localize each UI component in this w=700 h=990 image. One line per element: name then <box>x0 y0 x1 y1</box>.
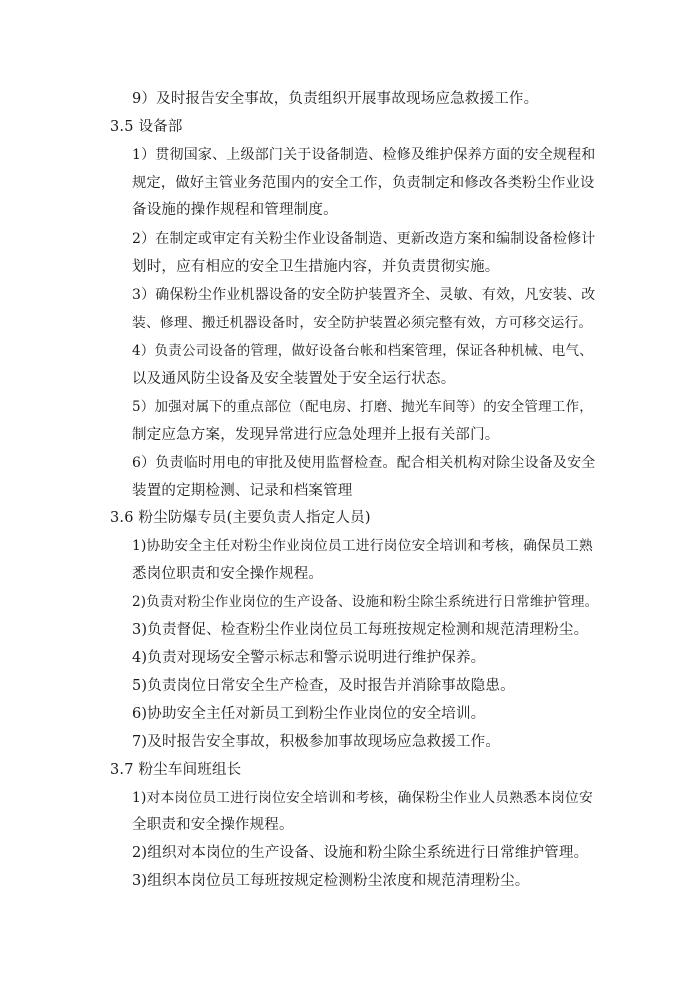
section-3-5-item-5-line-1: 5）加强对属下的重点部位（配电房、打磨、抛光车间等）的安全管理工作， <box>132 399 593 415</box>
section-3-5-item-4-line-1: 4）负责公司设备的管理，做好设备台帐和档案管理，保证各种机械、电气、 <box>132 343 593 359</box>
section-3-6-item-3: 3)负责督促、检查粉尘作业岗位员工每班按规定检测和规范清理粉尘。 <box>132 622 589 638</box>
section-3-6-heading: 3.6 粉尘防爆专员(主要负责人指定人员) <box>110 510 371 526</box>
section-3-7-item-1-line-2: 全职责和安全操作规程。 <box>132 817 294 833</box>
section-3-5-item-2-line-2: 划时，应有相应的安全卫生措施内容，并负责贯彻实施。 <box>132 259 500 275</box>
section-3-5-item-5-line-2: 制定应急方案，发现异常进行应急处理并上报有关部门。 <box>132 427 500 443</box>
section-3-6-item-1-line-2: 悉岗位职责和安全操作规程。 <box>132 566 324 582</box>
section-3-6-item-4: 4)负责对现场安全警示标志和警示说明进行维护保养。 <box>132 650 486 666</box>
section-3-5-heading: 3.5 设备部 <box>110 119 183 135</box>
section-3-5-item-4-line-2: 以及通风防尘设备及安全装置处于安全运行状态。 <box>132 371 456 387</box>
section-3-6-item-2: 2)负责对粉尘作业岗位的生产设备、设施和粉尘除尘系统进行日常维护管理。 <box>132 594 599 610</box>
section-3-7-item-3: 3)组织本岗位员工每班按规定检测粉尘浓度和规范清理粉尘。 <box>132 873 530 889</box>
section-3-5-item-3-line-2: 装、修理、搬迁机器设备时，安全防护装置必须完整有效，方可移交运行。 <box>132 315 593 331</box>
section-3-6-item-5: 5)负责岗位日常安全生产检查，及时报告并消除事故隐患。 <box>132 678 515 694</box>
section-3-5-item-6-line-2: 装置的定期检测、记录和档案管理 <box>132 483 353 499</box>
section-3-7-item-2: 2)组织对本岗位的生产设备、设施和粉尘除尘系统进行日常维护管理。 <box>132 845 589 861</box>
section-3-5-item-6-line-1: 6）负责临时用电的审批及使用监督检查。配合相关机构对除尘设备及安全 <box>132 455 596 471</box>
section-3-5-item-3-line-1: 3）确保粉尘作业机器设备的安全防护装置齐全、灵敏、有效，凡安装、改 <box>132 287 596 303</box>
section-3-6-item-6: 6)协助安全主任对新员工到粉尘作业岗位的安全培训。 <box>132 706 486 722</box>
section-3-5-item-2-line-1: 2）在制定或审定有关粉尘作业设备制造、更新改造方案和编制设备检修计 <box>132 231 596 247</box>
section-3-5-item-1-line-2: 规定，做好主管业务范围内的安全工作，负责制定和修改各类粉尘作业设 <box>132 175 595 191</box>
section-3-5-item-1-line-1: 1）贯彻国家、上级部门关于设备制造、检修及维护保养方面的安全规程和 <box>132 147 596 163</box>
section-3-6-item-7: 7)及时报告安全事故，积极参加事故现场应急救援工作。 <box>132 734 501 750</box>
item-9-line: 9）及时报告安全事故，负责组织开展事故现场应急救援工作。 <box>132 91 539 107</box>
section-3-5-item-1-line-3: 备设施的操作规程和管理制度。 <box>132 202 338 218</box>
section-3-7-heading: 3.7 粉尘车间班组长 <box>110 762 242 778</box>
section-3-6-item-1-line-1: 1)协助安全主任对粉尘作业岗位员工进行岗位安全培训和考核，确保员工熟 <box>132 538 593 554</box>
section-3-7-item-1-line-1: 1)对本岗位员工进行岗位安全培训和考核，确保粉尘作业人员熟悉本岗位安 <box>132 790 593 806</box>
